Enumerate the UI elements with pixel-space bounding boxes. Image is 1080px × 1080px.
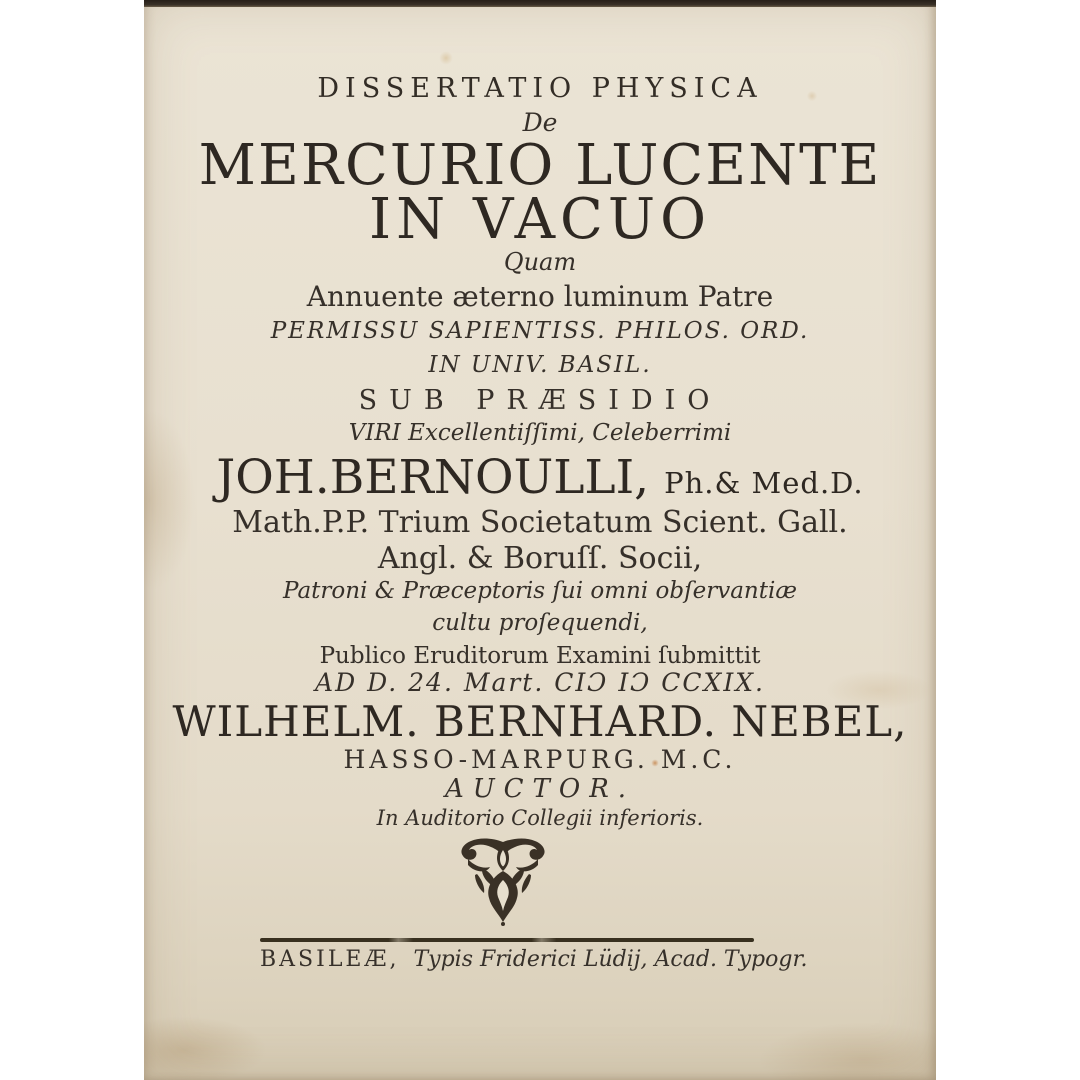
praeses-name: JOH.BERNOULLI, — [216, 450, 650, 505]
imprint-printer: Typis Friderici Lüdij, Acad. Typogr. — [413, 947, 808, 972]
main-title-line-1: MERCURIO LUCENTE — [198, 133, 882, 198]
imprint-line — [260, 947, 808, 972]
venue-line: In Auditorio Collegii inferioris. — [376, 806, 704, 830]
praeses-titles-line-2: Angl. & Boruſſ. Socii, — [377, 541, 703, 576]
series-title: DISSERTATIO PHYSICA — [317, 73, 763, 104]
imprint-divider-rule — [260, 938, 754, 942]
praeses-degrees: Ph.& Med.D. — [664, 466, 864, 500]
main-title-line-2: IN VACUO — [369, 187, 711, 252]
praesidio-heading: SUB PRÆSIDIO — [358, 385, 722, 416]
praeses-honorific: VIRI Excellentiſſimi, Celeberrimi — [348, 420, 732, 446]
submission-line: Publico Eruditorum Examini ſubmittit — [319, 643, 761, 669]
praeses-titles-line-1: Math.P.P. Trium Societatum Scient. Gall. — [232, 505, 848, 540]
dedication-line-2: cultu proſequendi, — [432, 610, 648, 636]
imprint-city: BASILEÆ, — [260, 947, 400, 972]
author-role: AUCTOR. — [444, 774, 636, 804]
defense-date-line: AD D. 24. Mart. CIƆ IƆ CCXIX. — [315, 668, 765, 697]
printer-fleuron-icon — [455, 838, 551, 926]
permission-line-2: IN UNIV. BASIL. — [428, 352, 652, 378]
quam-label: Quam — [503, 248, 577, 276]
title-page — [144, 0, 936, 1080]
dedication-line-1: Patroni & Præceptoris ſui omni obſervantiæ — [283, 578, 797, 604]
invocation-line: Annuente æterno luminum Patre — [306, 280, 774, 313]
author-origin: HASSO-MARPURG. M.C. — [343, 745, 737, 774]
connector-de: De — [522, 108, 558, 137]
author-name: WILHELM. BERNHARD. NEBEL, — [172, 697, 908, 746]
permission-line-1: PERMISSU SAPIENTISS. PHILOS. ORD. — [270, 318, 810, 344]
praeses-name-line — [144, 452, 936, 504]
scan-top-edge — [144, 0, 936, 7]
